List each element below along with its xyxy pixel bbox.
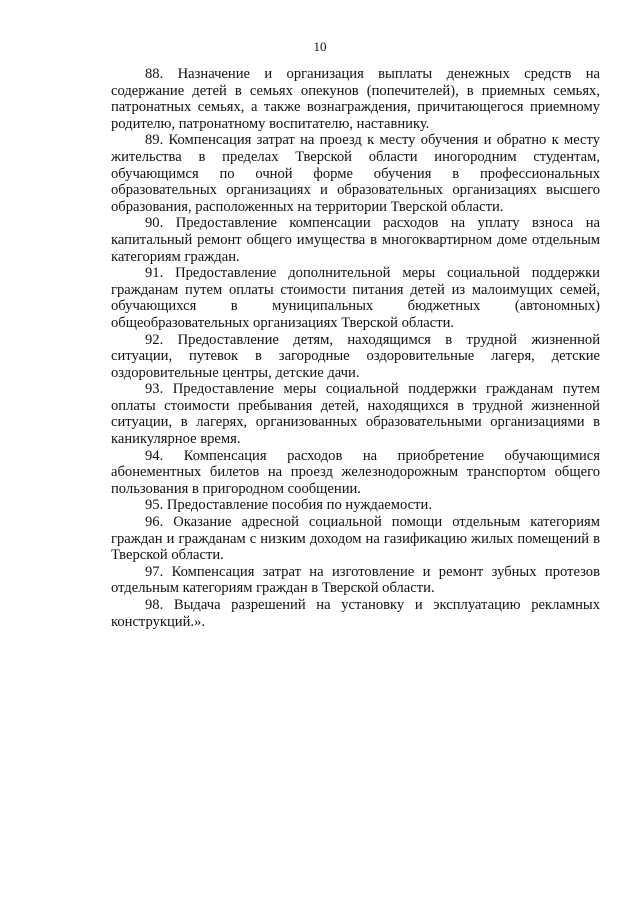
- list-item-88: 88. Назначение и организация выплаты денежных средств на содержание детей в семьях опекунов (попечителей), в приемных семьях, патронатных семьях, а также вознаграждения, причитающегося приемному родителю, патронатному воспитателю, наставнику.: [111, 66, 600, 132]
- list-item-98: 98. Выдача разрешений на установку и эксплуатацию рекламных конструкций.».: [111, 597, 600, 630]
- list-item-89: 89. Компенсация затрат на проезд к месту обучения и обратно к месту жительства в пределах Тверской области иногородним студентам, обучающимся по очной форме обучения в профессиональных образовательных организациях и образовательных организациях высшего образования, расположенных на территории Тверской области.: [111, 132, 600, 215]
- list-item-97: 97. Компенсация затрат на изготовление и ремонт зубных протезов отдельным категориям граждан в Тверской области.: [111, 563, 600, 597]
- list-item-95: 95. Предоставление пособия по нуждаемости.: [145, 497, 432, 514]
- list-item-91: 91. Предоставление дополнительной меры социальной поддержки гражданам путем оплаты стоимости питания детей из малоимущих семей, обучающихся в муниципальных бюджетных (автономных) общеобразовательных организациях Тверской области.: [111, 265, 600, 331]
- list-item-96: 96. Оказание адресной социальной помощи отдельным категориям граждан и гражданам с низким доходом на газификацию жилых помещений в Тверской области.: [111, 514, 600, 564]
- list-item-90: 90. Предоставление компенсации расходов на уплату взноса на капитальный ремонт общего имущества в многоквартирном доме отдельным категориям граждан.: [111, 215, 600, 265]
- page-number: 10: [313, 39, 327, 54]
- document-body: [111, 66, 600, 630]
- list-item-92: 92. Предоставление детям, находящимся в трудной жизненной ситуации, путевок в загородные оздоровительные лагеря, детские оздоровительные центры, детские дачи.: [111, 331, 600, 381]
- list-item-93: 93. Предоставление меры социальной поддержки гражданам путем оплаты стоимости пребывания детей, находящихся в трудной жизненной ситуации, в лагерях, организованных образовательными организациями в каникулярное время.: [111, 381, 600, 448]
- list-item-94: 94. Компенсация расходов на приобретение обучающимися абонементных билетов на проезд железнодорожным транспортом общего пользования в пригородном сообщении.: [111, 447, 600, 497]
